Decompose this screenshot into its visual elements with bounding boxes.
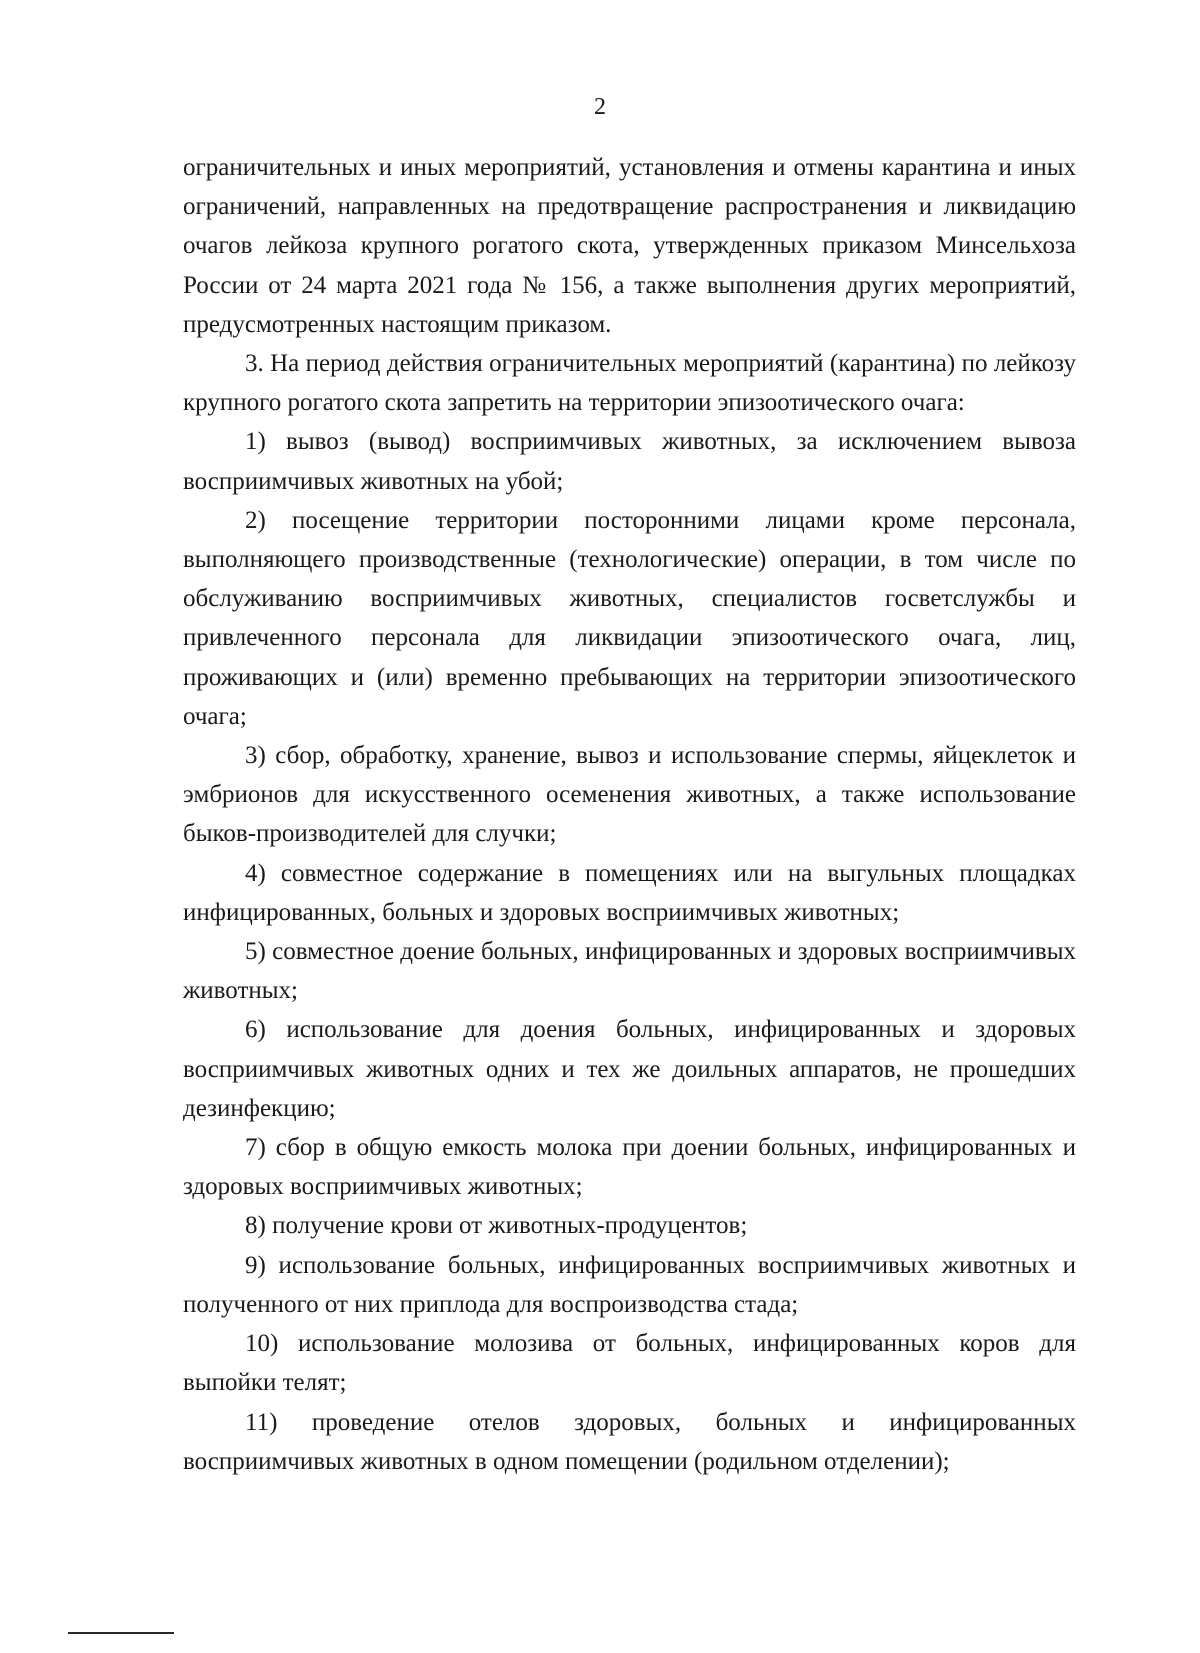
document-body <box>183 148 1076 1481</box>
list-item-6: 6) использование для доения больных, инфицированных и здоровых восприимчивых животных одних и тех же доильных аппаратов, не прошедших дезинфекцию; <box>183 1016 1076 1122</box>
paragraph-continuation: ограничительных и иных мероприятий, установления и отмены карантина и иных ограничений, направленных на предотвращение распространения и ликвидацию очагов лейкоза крупного рогатого скота, утвержденных приказом Минсельхоза России от 24 марта 2021 года № 156, а также выполнения других мероприятий, предусмотренных настоящим приказом. <box>183 154 1076 338</box>
list-item-7: 7) сбор в общую емкость молока при доении больных, инфицированных и здоровых восприимчивых животных; <box>183 1134 1076 1201</box>
list-item-2: 2) посещение территории посторонними лицами кроме персонала, выполняющего производственные (технологические) операции, в том числе по обслуживанию восприимчивых животных, специалистов госветслужбы и привлеченного персонала для ликвидации эпизоотического очага, лиц, проживающих и (или) временно пребывающих на территории эпизоотического очага; <box>183 506 1076 730</box>
page-number: 2 <box>594 94 606 120</box>
paragraph-item-3: 3. На период действия ограничительных мероприятий (карантина) по лейкозу крупного рогатого скота запретить на территории эпизоотического очага: <box>183 350 1076 417</box>
list-item-4: 4) совместное содержание в помещениях или на выгульных площадках инфицированных, больных и здоровых восприимчивых животных; <box>183 859 1076 926</box>
list-item-9: 9) использование больных, инфицированных восприимчивых животных и полученного от них приплода для воспроизводства стада; <box>183 1251 1076 1318</box>
list-item-11: 11) проведение отелов здоровых, больных и инфицированных восприимчивых животных в одном помещении (родильном отделении); <box>183 1408 1076 1475</box>
footer-divider <box>68 1632 174 1634</box>
list-item-1: 1) вывоз (вывод) восприимчивых животных, за исключением вывоза восприимчивых животных на убой; <box>183 428 1076 495</box>
list-item-3: 3) сбор, обработку, хранение, вывоз и использование спермы, яйцеклеток и эмбрионов для искусственного осеменения животных, а также использование быков-производителей для случки; <box>183 742 1076 848</box>
list-item-8: 8) получение крови от животных-продуцентов; <box>245 1212 748 1240</box>
list-item-5: 5) совместное доение больных, инфицированных и здоровых восприимчивых животных; <box>183 938 1076 1005</box>
list-item-10: 10) использование молозива от больных, инфицированных коров для выпойки телят; <box>183 1330 1076 1397</box>
